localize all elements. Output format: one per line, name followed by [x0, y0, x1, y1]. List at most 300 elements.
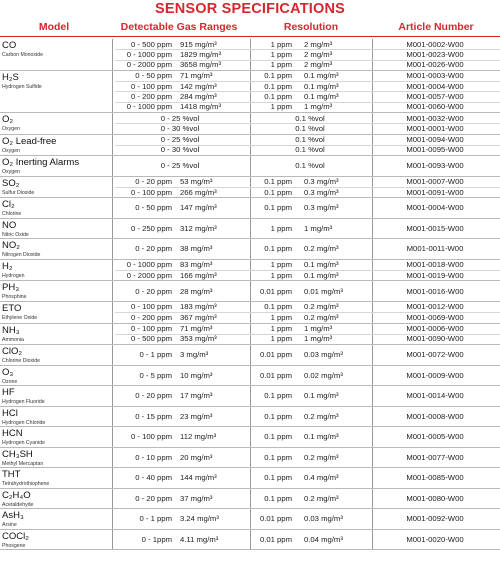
- resolution-mg: 0.1 mg/m³: [304, 260, 339, 270]
- column-divider: [112, 324, 113, 345]
- model-cell: [2, 491, 112, 508]
- article-number: M001-0019-W00: [406, 270, 464, 280]
- article-number: M001-0090-W00: [406, 334, 464, 344]
- column-divider: [112, 281, 113, 301]
- gas-name: Ethylene Oxide: [2, 314, 38, 321]
- gas-formula: NH₃: [2, 324, 20, 336]
- table-row: [0, 260, 500, 282]
- spec-line: [114, 135, 500, 145]
- range-ppm: 0 - 5 ppm: [139, 370, 172, 380]
- resolution-value: 0.1 %vol: [295, 135, 325, 145]
- gas-formula: SO₂: [2, 177, 20, 189]
- range-value: 0 - 25 %vol: [160, 161, 200, 171]
- header-rule: [0, 36, 500, 37]
- column-divider: [112, 468, 113, 488]
- gas-name: Oxygen: [2, 169, 20, 176]
- spec-line: [114, 224, 500, 234]
- range-mg: 112 mg/m³: [180, 432, 217, 442]
- resolution-mg: 0.2 mg/m³: [304, 312, 339, 322]
- article-number: M001-0072-W00: [406, 350, 464, 360]
- column-divider: [112, 219, 113, 239]
- resolution-mg: 0.3 mg/m³: [304, 177, 339, 187]
- range-ppm: 0 - 500 ppm: [130, 334, 172, 344]
- spec-line: [114, 287, 500, 297]
- resolution-ppm: 0.01 ppm: [259, 350, 292, 360]
- spec-line: [114, 92, 500, 102]
- spec-line: [114, 203, 500, 213]
- resolution-value: 0.1 %vol: [295, 113, 325, 123]
- header-resolution: Resolution: [283, 21, 339, 33]
- article-number: M001-0085-W00: [406, 473, 464, 483]
- model-cell: [2, 179, 112, 196]
- column-divider: [112, 530, 113, 550]
- model-cell: [2, 532, 112, 549]
- gas-name: Phosgene: [2, 542, 26, 549]
- resolution-ppm: 1 ppm: [270, 39, 292, 49]
- model-cell: [2, 41, 112, 58]
- table-row: [0, 345, 500, 366]
- range-mg: 71 mg/m³: [180, 324, 213, 334]
- table-row: [0, 281, 500, 302]
- gas-name: Chlorine: [2, 211, 22, 218]
- page-title: SENSOR SPECIFICATIONS: [154, 1, 346, 17]
- column-divider: [112, 177, 113, 198]
- range-mg: 183 mg/m³: [180, 302, 217, 312]
- column-divider: [112, 260, 113, 281]
- model-cell: [2, 326, 112, 343]
- resolution-ppm: 1 ppm: [270, 49, 292, 59]
- spec-line: [114, 71, 500, 81]
- spec-line: [114, 350, 500, 360]
- spec-line: [114, 271, 500, 281]
- article-number: M001-0095-W00: [406, 145, 464, 155]
- resolution-ppm: 0.1 ppm: [264, 71, 292, 81]
- resolution-ppm: 0.1 ppm: [264, 493, 292, 503]
- range-ppm: 0 - 200 ppm: [130, 312, 172, 322]
- article-number: M001-0020-W00: [406, 534, 464, 544]
- gas-name: Oxygen: [2, 126, 20, 133]
- range-value: 0 - 25 %vol: [160, 113, 200, 123]
- article-number: M001-0004-W00: [406, 81, 464, 91]
- spec-line: [114, 432, 500, 442]
- table-row: [0, 135, 500, 157]
- gas-formula: O₃: [2, 366, 14, 378]
- spec-line: [114, 102, 500, 112]
- gas-name: Acetaldehyde: [2, 501, 34, 508]
- model-cell: [2, 262, 112, 279]
- column-divider: [112, 345, 113, 365]
- resolution-mg: 0.04 mg/m³: [304, 534, 343, 544]
- gas-formula: H₂: [2, 260, 13, 272]
- range-ppm: 0 - 10 ppm: [135, 452, 172, 462]
- range-value: 0 - 30 %vol: [160, 123, 200, 133]
- gas-formula: CH₃SH: [2, 448, 33, 460]
- resolution-ppm: 0.01 ppm: [259, 534, 292, 544]
- gas-formula: ClO₂: [2, 346, 23, 358]
- spec-line: [114, 453, 500, 463]
- resolution-mg: 0.03 mg/m³: [304, 514, 343, 524]
- header-model: Model: [38, 21, 70, 33]
- spec-table: [0, 39, 500, 550]
- article-number: M001-0006-W00: [406, 324, 464, 334]
- spec-line: [114, 188, 500, 198]
- model-cell: [2, 429, 112, 446]
- resolution-mg: 0.02 mg/m³: [304, 370, 343, 380]
- table-row: [0, 448, 500, 469]
- range-ppm: 0 - 20 ppm: [135, 286, 172, 296]
- spec-line: [114, 244, 500, 254]
- resolution-mg: 0.1 mg/m³: [304, 91, 339, 101]
- range-ppm: 0 - 1000 ppm: [126, 260, 172, 270]
- resolution-mg: 0.2 mg/m³: [304, 302, 339, 312]
- range-mg: 3658 mg/m³: [180, 60, 222, 70]
- article-number: M001-0023-W00: [406, 49, 464, 59]
- model-cell: [2, 115, 112, 132]
- range-ppm: 0 - 50 ppm: [135, 71, 172, 81]
- resolution-ppm: 0.1 ppm: [264, 452, 292, 462]
- range-ppm: 0 - 20 ppm: [135, 391, 172, 401]
- column-divider: [112, 39, 113, 70]
- gas-formula: O₂: [2, 114, 14, 126]
- gas-formula: O₂ Lead-free: [2, 135, 57, 147]
- spec-line: [114, 391, 500, 401]
- gas-name: Hydrogen Cyanide: [2, 440, 45, 447]
- table-row: [0, 509, 500, 530]
- resolution-mg: 0.2 mg/m³: [304, 452, 339, 462]
- gas-formula: CO: [2, 40, 17, 51]
- resolution-mg: 0.4 mg/m³: [304, 473, 339, 483]
- gas-formula: HCN: [2, 428, 23, 440]
- article-number: M001-0008-W00: [406, 411, 464, 421]
- resolution-mg: 1 mg/m³: [304, 102, 333, 112]
- column-divider: [112, 509, 113, 529]
- range-mg: 4.11 mg/m³: [180, 534, 219, 544]
- resolution-ppm: 1 ppm: [270, 102, 292, 112]
- spec-line: [114, 324, 500, 334]
- range-mg: 147 mg/m³: [180, 203, 217, 213]
- model-cell: [2, 158, 112, 175]
- gas-name: Chlorine Dioxide: [2, 358, 41, 365]
- range-ppm: 0 - 200 ppm: [130, 91, 172, 101]
- resolution-ppm: 1 ppm: [270, 223, 292, 233]
- model-cell: [2, 511, 112, 528]
- range-mg: 3.24 mg/m³: [180, 514, 219, 524]
- table-row: [0, 113, 500, 135]
- column-divider: [112, 135, 113, 156]
- resolution-ppm: 0.01 ppm: [259, 514, 292, 524]
- table-row: [0, 219, 500, 240]
- table-row: [0, 489, 500, 510]
- article-number: M001-0005-W00: [406, 432, 464, 442]
- gas-formula: Cl₂: [2, 199, 15, 211]
- range-ppm: 0 - 15 ppm: [135, 411, 172, 421]
- model-cell: [2, 304, 112, 321]
- table-row: [0, 427, 500, 448]
- range-ppm: 0 - 100 ppm: [130, 324, 172, 334]
- resolution-mg: 0.01 mg/m³: [304, 286, 343, 296]
- range-mg: 367 mg/m³: [180, 312, 217, 322]
- article-number: M001-0012-W00: [406, 302, 464, 312]
- article-number: M001-0080-W00: [406, 493, 464, 503]
- resolution-ppm: 1 ppm: [270, 260, 292, 270]
- range-ppm: 0 - 100 ppm: [130, 432, 172, 442]
- table-row: [0, 468, 500, 489]
- resolution-mg: 0.1 mg/m³: [304, 391, 339, 401]
- article-number: M001-0002-W00: [406, 39, 464, 49]
- table-row: [0, 177, 500, 199]
- range-ppm: 0 - 2000 ppm: [126, 60, 172, 70]
- model-cell: [2, 388, 112, 405]
- spec-line: [114, 60, 500, 70]
- spec-line: [114, 114, 500, 124]
- range-ppm: 0 - 100 ppm: [130, 302, 172, 312]
- article-number: M001-0077-W00: [406, 452, 464, 462]
- column-divider: [112, 239, 113, 259]
- spec-line: [114, 50, 500, 60]
- range-ppm: 0 - 100 ppm: [130, 81, 172, 91]
- range-ppm: 0 - 1 ppm: [139, 514, 172, 524]
- range-mg: 144 mg/m³: [180, 473, 217, 483]
- range-ppm: 0 - 20 ppm: [135, 244, 172, 254]
- article-number: M001-0092-W00: [406, 514, 464, 524]
- gas-name: Ozone: [2, 378, 18, 385]
- resolution-value: 0.1 %vol: [295, 123, 325, 133]
- model-cell: [2, 200, 112, 217]
- spec-line: [114, 535, 500, 545]
- range-mg: 53 mg/m³: [180, 177, 213, 187]
- range-ppm: 0 - 20 ppm: [135, 177, 172, 187]
- spec-line: [114, 124, 500, 134]
- range-mg: 23 mg/m³: [180, 411, 213, 421]
- range-mg: 17 mg/m³: [180, 391, 213, 401]
- table-row: [0, 71, 500, 113]
- range-value: 0 - 25 %vol: [160, 135, 200, 145]
- spec-line: [114, 260, 500, 270]
- range-ppm: 0 - 250 ppm: [130, 223, 172, 233]
- gas-formula: C₂H₄O: [2, 489, 31, 501]
- range-ppm: 0 - 1ppm: [141, 534, 172, 544]
- article-number: M001-0011-W00: [406, 244, 464, 254]
- gas-formula: NO₂: [2, 240, 20, 252]
- range-ppm: 0 - 2000 ppm: [126, 270, 172, 280]
- table-row: [0, 156, 500, 177]
- article-number: M001-0069-W00: [406, 312, 464, 322]
- resolution-mg: 0.1 mg/m³: [304, 81, 339, 91]
- spec-line: [114, 494, 500, 504]
- column-divider: [112, 407, 113, 427]
- column-divider: [112, 156, 113, 176]
- column-divider: [112, 302, 113, 323]
- gas-name: Hydrogen Sulfide: [2, 83, 42, 90]
- resolution-value: 0.1 %vol: [295, 145, 325, 155]
- spec-line: [114, 334, 500, 344]
- article-number: M001-0009-W00: [406, 370, 464, 380]
- resolution-mg: 1 mg/m³: [304, 334, 333, 344]
- model-cell: [2, 241, 112, 258]
- column-divider: [112, 386, 113, 406]
- model-cell: [2, 283, 112, 300]
- model-cell: [2, 470, 112, 487]
- column-divider: [112, 198, 113, 218]
- resolution-mg: 0.03 mg/m³: [304, 350, 343, 360]
- article-number: M001-0001-W00: [406, 123, 464, 133]
- resolution-ppm: 1 ppm: [270, 60, 292, 70]
- table-row: [0, 530, 500, 551]
- gas-name: Hydrogen Chloride: [2, 419, 46, 426]
- spec-line: [114, 313, 500, 323]
- range-mg: 10 mg/m³: [180, 370, 213, 380]
- article-number: M001-0060-W00: [406, 102, 464, 112]
- resolution-ppm: 1 ppm: [270, 334, 292, 344]
- column-divider: [112, 448, 113, 468]
- spec-line: [114, 514, 500, 524]
- spec-line: [114, 40, 500, 50]
- gas-name: Nitrogen Dioxide: [2, 252, 41, 259]
- range-mg: 266 mg/m³: [180, 187, 217, 197]
- range-value: 0 - 30 %vol: [160, 145, 200, 155]
- article-number: M001-0026-W00: [406, 60, 464, 70]
- resolution-mg: 0.3 mg/m³: [304, 187, 339, 197]
- resolution-ppm: 0.1 ppm: [264, 302, 292, 312]
- gas-name: Hydrogen Fluoride: [2, 399, 45, 406]
- resolution-ppm: 0.1 ppm: [264, 473, 292, 483]
- header-ranges: Detectable Gas Ranges: [120, 21, 238, 33]
- gas-formula: PH₃: [2, 282, 20, 294]
- gas-formula: COCl₂: [2, 530, 29, 542]
- resolution-ppm: 0.1 ppm: [264, 203, 292, 213]
- column-divider: [112, 427, 113, 447]
- gas-name: Sulfur Dioxide: [2, 189, 35, 196]
- model-cell: [2, 73, 112, 90]
- resolution-ppm: 0.01 ppm: [259, 370, 292, 380]
- table-row: [0, 39, 500, 71]
- table-row: [0, 407, 500, 428]
- spec-line: [114, 412, 500, 422]
- resolution-mg: 0.2 mg/m³: [304, 244, 339, 254]
- range-mg: 71 mg/m³: [180, 71, 213, 81]
- table-row: [0, 239, 500, 260]
- range-ppm: 0 - 1 ppm: [139, 350, 172, 360]
- header-article: Article Number: [398, 21, 474, 33]
- gas-formula: HCl: [2, 407, 18, 419]
- resolution-ppm: 1 ppm: [270, 270, 292, 280]
- resolution-mg: 0.1 mg/m³: [304, 270, 339, 280]
- article-number: M001-0057-W00: [406, 91, 464, 101]
- article-number: M001-0018-W00: [406, 260, 464, 270]
- model-cell: [2, 450, 112, 467]
- column-divider: [112, 366, 113, 386]
- gas-name: Tetrahydrothiophene: [2, 481, 50, 488]
- gas-formula: AsH₃: [2, 510, 24, 522]
- spec-line: [114, 161, 500, 171]
- table-header: [0, 17, 500, 37]
- article-number: M001-0014-W00: [406, 391, 464, 401]
- table-row: [0, 198, 500, 219]
- gas-name: Hydrogen: [2, 272, 25, 279]
- article-number: M001-0016-W00: [406, 286, 464, 296]
- gas-formula: HF: [2, 387, 15, 399]
- range-ppm: 0 - 1000 ppm: [126, 49, 172, 59]
- spec-line: [114, 82, 500, 92]
- spec-line: [114, 177, 500, 187]
- article-number: M001-0094-W00: [406, 135, 464, 145]
- column-divider: [112, 71, 113, 112]
- gas-formula: NO: [2, 219, 17, 231]
- table-row: [0, 366, 500, 387]
- resolution-ppm: 0.1 ppm: [264, 91, 292, 101]
- range-ppm: 0 - 1000 ppm: [126, 102, 172, 112]
- resolution-ppm: 1 ppm: [270, 324, 292, 334]
- resolution-mg: 0.1 mg/m³: [304, 71, 339, 81]
- range-mg: 28 mg/m³: [180, 286, 213, 296]
- range-mg: 312 mg/m³: [180, 223, 217, 233]
- resolution-mg: 2 mg/m³: [304, 60, 333, 70]
- model-cell: [2, 221, 112, 238]
- article-number: M001-0003-W00: [406, 71, 464, 81]
- gas-formula: O₂ Inerting Alarms: [2, 157, 80, 169]
- range-mg: 166 mg/m³: [180, 270, 217, 280]
- range-ppm: 0 - 20 ppm: [135, 493, 172, 503]
- range-mg: 37 mg/m³: [180, 493, 213, 503]
- table-row: [0, 302, 500, 324]
- gas-formula: ETO: [2, 302, 22, 314]
- range-ppm: 0 - 500 ppm: [130, 39, 172, 49]
- table-row: [0, 386, 500, 407]
- resolution-ppm: 0.1 ppm: [264, 81, 292, 91]
- column-divider: [112, 489, 113, 509]
- range-mg: 142 mg/m³: [180, 81, 217, 91]
- range-ppm: 0 - 50 ppm: [135, 203, 172, 213]
- article-number: M001-0007-W00: [406, 177, 464, 187]
- spec-line: [114, 302, 500, 312]
- article-number: M001-0015-W00: [406, 223, 464, 233]
- article-number: M001-0091-W00: [406, 187, 464, 197]
- range-mg: 915 mg/m³: [180, 39, 217, 49]
- gas-name: Carbon Monoxide: [2, 52, 43, 58]
- range-mg: 3 mg/m³: [180, 350, 209, 360]
- gas-formula: THT: [2, 469, 21, 481]
- article-number: M001-0093-W00: [406, 161, 464, 171]
- resolution-mg: 1 mg/m³: [304, 324, 333, 334]
- resolution-mg: 0.2 mg/m³: [304, 493, 339, 503]
- spec-line: [114, 473, 500, 483]
- resolution-ppm: 0.1 ppm: [264, 177, 292, 187]
- gas-formula: H₂S: [2, 71, 19, 83]
- gas-name: Arsine: [2, 522, 17, 529]
- spec-line: [114, 145, 500, 155]
- gas-name: Nitric Oxide: [2, 231, 29, 238]
- resolution-mg: 2 mg/m³: [304, 49, 333, 59]
- model-cell: [2, 137, 112, 154]
- range-mg: 20 mg/m³: [180, 452, 213, 462]
- resolution-mg: 2 mg/m³: [304, 39, 333, 49]
- gas-name: Methyl Mercaptan: [2, 460, 44, 467]
- article-number: M001-0032-W00: [406, 113, 464, 123]
- resolution-ppm: 0.1 ppm: [264, 411, 292, 421]
- resolution-ppm: 0.01 ppm: [259, 286, 292, 296]
- article-number: M001-0004-W00: [406, 203, 464, 213]
- range-ppm: 0 - 40 ppm: [135, 473, 172, 483]
- resolution-ppm: 1 ppm: [270, 312, 292, 322]
- gas-name: Ammonia: [2, 336, 24, 343]
- model-cell: [2, 347, 112, 364]
- table-row: [0, 324, 500, 346]
- resolution-ppm: 0.1 ppm: [264, 187, 292, 197]
- gas-name: Phosphine: [2, 294, 27, 301]
- column-divider: [112, 113, 113, 134]
- model-cell: [2, 368, 112, 385]
- resolution-mg: 0.2 mg/m³: [304, 411, 339, 421]
